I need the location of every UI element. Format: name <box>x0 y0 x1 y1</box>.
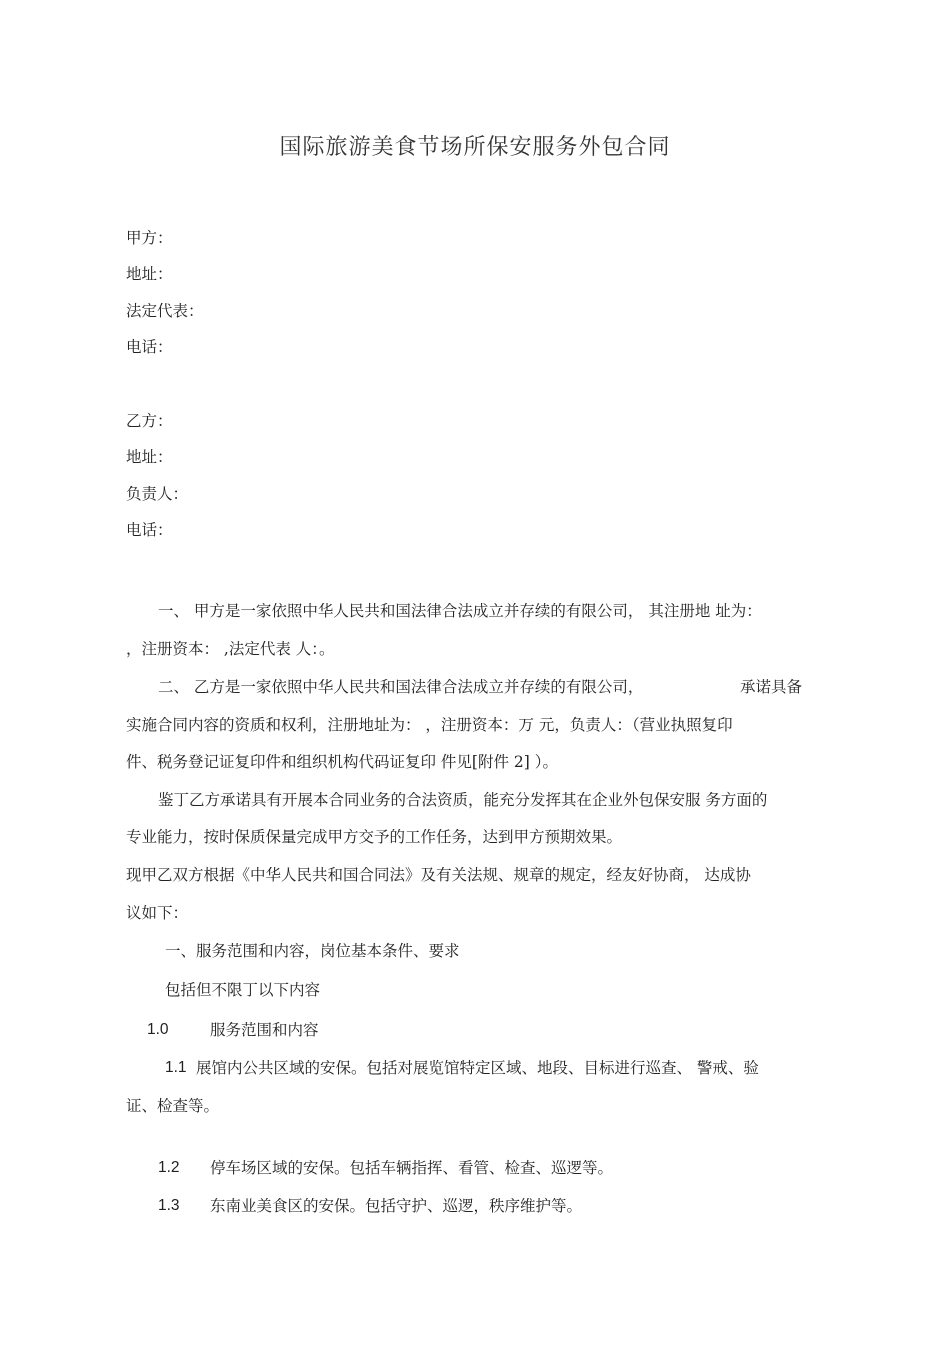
party-a-phone-label: 电话： <box>126 338 173 356</box>
section-1-heading: 一、服务范围和内容，岗位基本条件、要求 <box>165 942 460 960</box>
item-1-3-number: 1.3 <box>158 1197 180 1214</box>
clause-3-line-2: 专业能力，按时保质保量完成甲方交予的工作任务，达到甲方预期效果。 <box>126 828 623 846</box>
item-1-2-number: 1.2 <box>158 1159 180 1176</box>
party-a-legal-rep-label: 法定代表： <box>126 302 204 320</box>
party-b-address-label: 地址： <box>126 448 173 466</box>
item-1-0-number: 1.0 <box>147 1021 169 1038</box>
item-1-3-text: 东南业美食区的安保。包括守护、巡逻，秩序维护等。 <box>210 1197 583 1215</box>
clause-2-line-1-right: 承诺具备 <box>740 678 803 696</box>
party-b-label: 乙方： <box>126 412 173 430</box>
clause-2-line-3: 件、税务登记证复印件和组织机构代码证复印 件见[附件 2] ）。 <box>126 753 558 771</box>
item-1-1-number: 1.1 <box>165 1059 187 1076</box>
clause-2-line-1: 二、 乙方是一家依照中华人民共和国法律合法成立并存续的有限公司， <box>158 678 644 696</box>
section-1-intro: 包括但不限丁以下内容 <box>165 981 321 999</box>
party-a-label: 甲方： <box>126 229 173 247</box>
party-b-owner-label: 负责人： <box>126 485 189 503</box>
party-a-address-label: 地址： <box>126 265 173 283</box>
clause-4-line-2: 议如下： <box>126 904 189 922</box>
item-1-2-text: 停车场区域的安保。包括车辆指挥、看管、检查、巡逻等。 <box>210 1159 614 1177</box>
party-b-phone-label: 电话： <box>126 521 173 539</box>
clause-1-line-2: ，注册资本： ,法定代表 人：。 <box>126 640 335 658</box>
clause-3-line-1: 鉴丁乙方承诺具有开展本合同业务的合法资质，能充分发挥其在企业外包保安服 务方面的 <box>158 791 768 809</box>
document-title: 国际旅游美食节场所保安服务外包合同 <box>279 135 671 160</box>
item-1-1-line-2: 证、检查等。 <box>126 1097 220 1115</box>
clause-4-line-1: 现甲乙双方根据《中华人民共和国合同法》及有关法规、规章的规定，经友好协商， 达成协 <box>126 866 751 884</box>
clause-2-line-2: 实施合同内容的资质和权利，注册地址为： ，注册资本：万 元，负责人：（营业执照复印 <box>126 716 733 734</box>
clause-1-line-1: 一、 甲方是一家依照中华人民共和国法律合法成立并存续的有限公司， 其注册地 址为： <box>158 602 762 620</box>
item-1-0-text: 服务范围和内容 <box>210 1021 319 1039</box>
item-1-1-line-1: 展馆内公共区域的安保。包括对展览馆特定区域、地段、目标进行巡查、 警戒、验 <box>196 1059 759 1077</box>
